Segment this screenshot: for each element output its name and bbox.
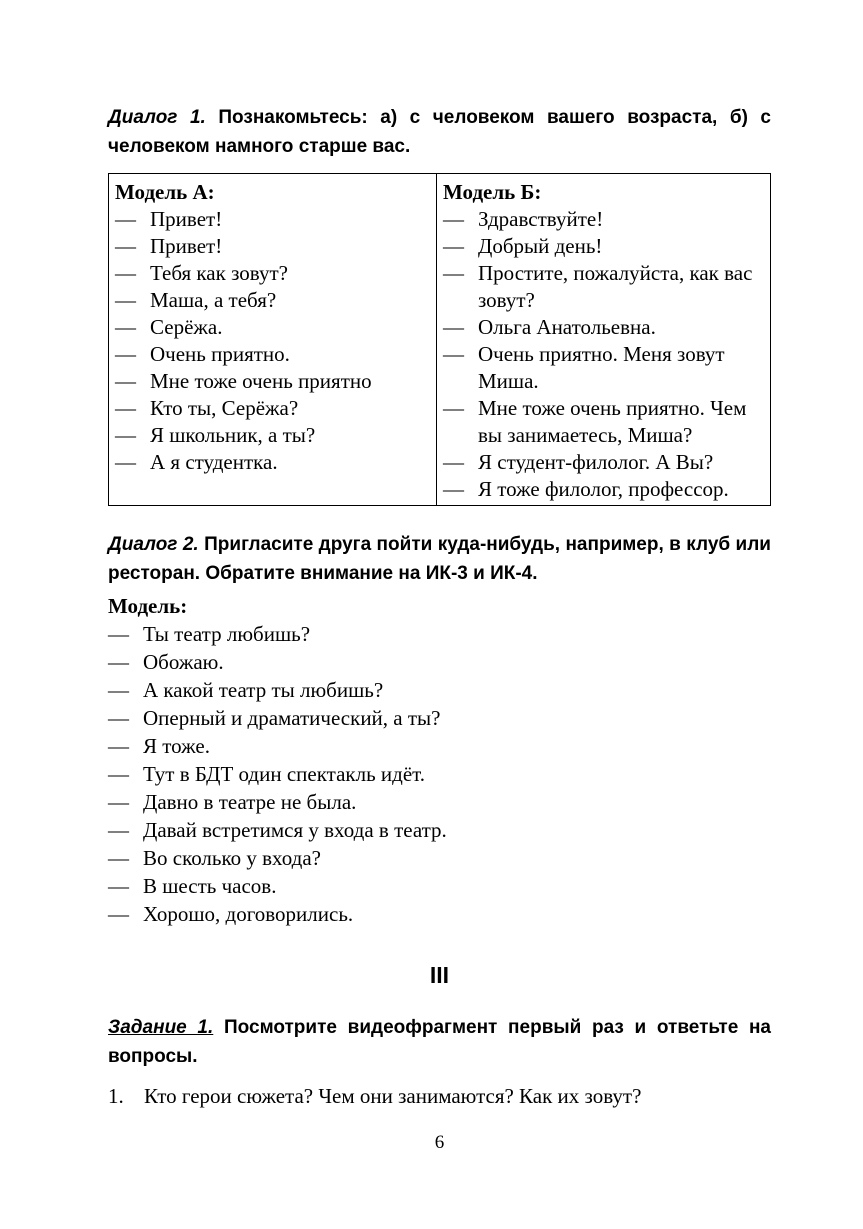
dash-mark: — [115,261,136,285]
model-b-cell [437,174,771,506]
dialogue-line-text: Мне тоже очень приятно [150,369,372,393]
dialogue-line [115,287,430,314]
dialogue-line [108,816,771,844]
dash-mark: — [115,396,136,420]
dialogue-line [443,395,764,449]
dialog2-instruction [108,530,771,588]
dash-mark: — [443,396,464,420]
dash-mark: — [115,234,136,258]
dialogue-line [108,704,771,732]
dialogue-line-text: Ты театр любишь? [143,622,311,646]
dash-mark: — [108,678,129,702]
dash-mark: — [108,818,129,842]
dialogue-line-text: Кто ты, Серёжа? [150,396,299,420]
dialogue-line [443,449,764,476]
dialogue-line [443,206,764,233]
dialogue-line-text: Очень приятно. [150,342,290,366]
dialogue-line-text: Обожаю. [143,650,224,674]
dialogue-line [115,341,430,368]
question-1-number: 1. [108,1084,124,1108]
dialog2-text: Пригласите друга пойти куда-нибудь, например, в клуб или ресторан. Обратите внимание на ИК-3 и ИК-4. [108,534,771,584]
dialogue-line-text: А какой театр ты любишь? [143,678,384,702]
dialogue-line-text: А я студентка. [150,450,278,474]
dash-mark: — [108,874,129,898]
dash-mark: — [443,234,464,258]
dash-mark: — [108,762,129,786]
task1-instruction [108,1013,771,1071]
dash-mark: — [115,288,136,312]
dialogue-line [115,449,430,476]
models-table [108,173,771,506]
dialogue-line [108,788,771,816]
dialogue-line [443,260,764,314]
dialogue-line-text: Тут в БДТ один спектакль идёт. [143,762,426,786]
dialogue-line-text: Серёжа. [150,315,223,339]
dialogue-line-text: Ольга Анатольевна. [478,315,656,339]
dialog1-instruction [108,103,771,161]
dash-mark: — [115,315,136,339]
dialogue-line-text: Добрый день! [478,234,603,258]
dialogue-line [108,844,771,872]
dialogue-line-text: Я студент-филолог. А Вы? [478,450,714,474]
dialogue-line [108,732,771,760]
model2-title: Модель: [108,594,188,618]
dash-mark: — [108,846,129,870]
dialogue-line [115,233,430,260]
dialogue-line-text: Оперный и драматический, а ты? [143,706,441,730]
dash-mark: — [443,477,464,501]
dialogue-line-text: Я школьник, а ты? [150,423,316,447]
dash-mark: — [443,342,464,366]
dash-mark: — [115,423,136,447]
dash-mark: — [443,315,464,339]
dash-mark: — [108,734,129,758]
question-1-text: Кто герои сюжета? Чем они занимаются? Как их зовут? [144,1084,642,1108]
model-a-title: Модель А: [115,180,215,204]
dialogue-line [443,314,764,341]
dialogue-line [115,422,430,449]
dialogue-line-text: Тебя как зовут? [150,261,288,285]
dash-mark: — [108,622,129,646]
dialogue-line-text: Мне тоже очень приятно. Чем вы занимаетесь, Миша? [478,396,747,447]
dialogue-line [115,314,430,341]
model2-lines [108,620,771,928]
dialogue-line [108,900,771,928]
dialogue-line [108,620,771,648]
dash-mark: — [443,261,464,285]
page-number: 6 [434,1132,445,1153]
dialogue-line-text: Здравствуйте! [478,207,604,231]
dialogue-line [443,341,764,395]
dialogue-line-text: Я тоже филолог, профессор. [478,477,729,501]
dialogue-line-text: Во сколько у входа? [143,846,321,870]
dialogue-line-text: Я тоже. [143,734,210,758]
dialogue-line [115,395,430,422]
dialogue-line-text: Привет! [150,234,223,258]
dash-mark: — [115,342,136,366]
dialogue-line [443,476,764,503]
question-1 [108,1082,771,1110]
model-b-lines [443,206,764,503]
dash-mark: — [115,450,136,474]
model-a-cell [109,174,437,506]
dash-mark: — [115,369,136,393]
dialog1-text: Познакомьтесь: а) с человеком вашего возраста, б) с человеком намного старше вас. [108,107,771,157]
dialogue-line [115,368,430,395]
dash-mark: — [108,790,129,814]
dash-mark: — [108,902,129,926]
model-b-title: Модель Б: [443,180,542,204]
task1-lead: Задание 1. [108,1017,214,1038]
dialogue-line-text: Давно в театре не была. [143,790,357,814]
dialogue-line-text: Давай встретимся у входа в театр. [143,818,447,842]
dialogue-line [115,206,430,233]
dialogue-line [108,760,771,788]
dialogue-line [115,260,430,287]
dialogue-line-text: Простите, пожалуйста, как вас зовут? [478,261,753,312]
dash-mark: — [115,207,136,231]
dialogue-line [108,648,771,676]
dash-mark: — [108,706,129,730]
dash-mark: — [443,207,464,231]
dialogue-line [108,676,771,704]
model-a-lines [115,206,430,476]
dialogue-line [108,872,771,900]
dialogue-line [443,233,764,260]
task1-text: Посмотрите видеофрагмент первый раз и ответьте на вопросы. [108,1017,771,1067]
dialogue-line-text: Хорошо, договорились. [143,902,354,926]
dash-mark: — [443,450,464,474]
dialog1-lead: Диалог 1. [108,107,206,128]
dialogue-line-text: Привет! [150,207,223,231]
dialogue-line-text: Маша, а тебя? [150,288,277,312]
section-heading: III [429,962,450,988]
dialogue-line-text: В шесть часов. [143,874,277,898]
dialogue-line-text: Очень приятно. Меня зовут Миша. [478,342,725,393]
dialog2-lead: Диалог 2. [108,534,199,555]
dash-mark: — [108,650,129,674]
model2-block [108,592,771,928]
